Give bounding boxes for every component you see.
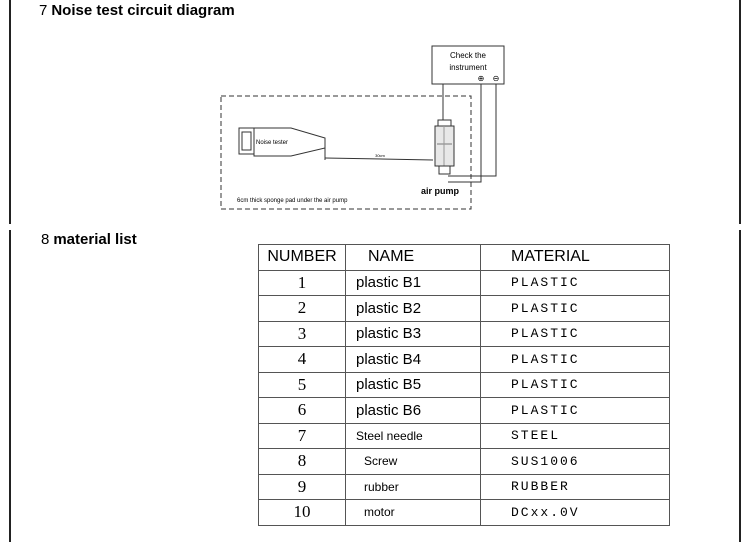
table-row (259, 296, 670, 322)
row-material: DCxx.0V (481, 500, 670, 526)
row-number: 3 (259, 321, 346, 347)
row-material: SUS1006 (481, 449, 670, 475)
sponge-pad-label: 6cm thick sponge pad under the air pump (237, 198, 348, 204)
signal-wire (440, 84, 443, 124)
plus-terminal-icon: ⊕ (477, 74, 485, 83)
instrument-label-line1: Check the (449, 51, 487, 60)
air-pump-label: air pump (421, 186, 460, 196)
air-pump-cap (438, 120, 451, 126)
instrument-label-line2: instrument (449, 63, 487, 72)
header-name: NAME (346, 245, 481, 271)
row-number: 8 (259, 449, 346, 475)
row-number: 4 (259, 347, 346, 373)
section-7-title: Noise test circuit diagram (51, 2, 235, 19)
row-name: Screw (346, 449, 481, 475)
table-row (259, 398, 670, 424)
header-material: MATERIAL (481, 245, 670, 271)
distance-line (325, 158, 433, 160)
row-name: plastic B1 (346, 270, 481, 296)
row-name: plastic B3 (346, 321, 481, 347)
table-row (259, 449, 670, 475)
noise-test-circuit-diagram (215, 40, 515, 215)
page-frame-right-border (739, 0, 741, 542)
row-name: motor (346, 500, 481, 526)
row-name: plastic B4 (346, 347, 481, 373)
table-row (259, 270, 670, 296)
negative-wire (448, 84, 496, 176)
row-name: Steel needle (346, 423, 481, 449)
table-row (259, 474, 670, 500)
row-material: PLASTIC (481, 372, 670, 398)
table-header-row (259, 245, 670, 271)
material-list-table (258, 244, 670, 526)
table-row (259, 347, 670, 373)
row-number: 5 (259, 372, 346, 398)
section-8-heading (41, 231, 137, 248)
row-name: rubber (346, 474, 481, 500)
distance-label: 30cm (375, 153, 385, 158)
header-number: NUMBER (259, 245, 346, 271)
row-number: 10 (259, 500, 346, 526)
table-row (259, 372, 670, 398)
row-name: plastic B5 (346, 372, 481, 398)
air-pump-motor (439, 166, 450, 174)
row-name: plastic B6 (346, 398, 481, 424)
row-name: plastic B2 (346, 296, 481, 322)
row-material: PLASTIC (481, 270, 670, 296)
row-material: PLASTIC (481, 347, 670, 373)
row-material: RUBBER (481, 474, 670, 500)
row-number: 9 (259, 474, 346, 500)
minus-terminal-icon: ⊖ (492, 74, 500, 83)
row-number: 2 (259, 296, 346, 322)
row-material: STEEL (481, 423, 670, 449)
section-7-heading (39, 2, 235, 19)
table-row (259, 423, 670, 449)
section-8-number: 8 (41, 231, 50, 248)
row-number: 1 (259, 270, 346, 296)
row-material: PLASTIC (481, 398, 670, 424)
noise-tester-label: Noise tester (256, 140, 289, 146)
section-7-number: 7 (39, 2, 48, 19)
page-frame-left-border (9, 0, 11, 542)
table-row (259, 321, 670, 347)
table-row (259, 500, 670, 526)
row-number: 7 (259, 423, 346, 449)
row-number: 6 (259, 398, 346, 424)
section-gap (0, 224, 750, 230)
section-8-title: material list (53, 231, 137, 248)
row-material: PLASTIC (481, 321, 670, 347)
row-material: PLASTIC (481, 296, 670, 322)
